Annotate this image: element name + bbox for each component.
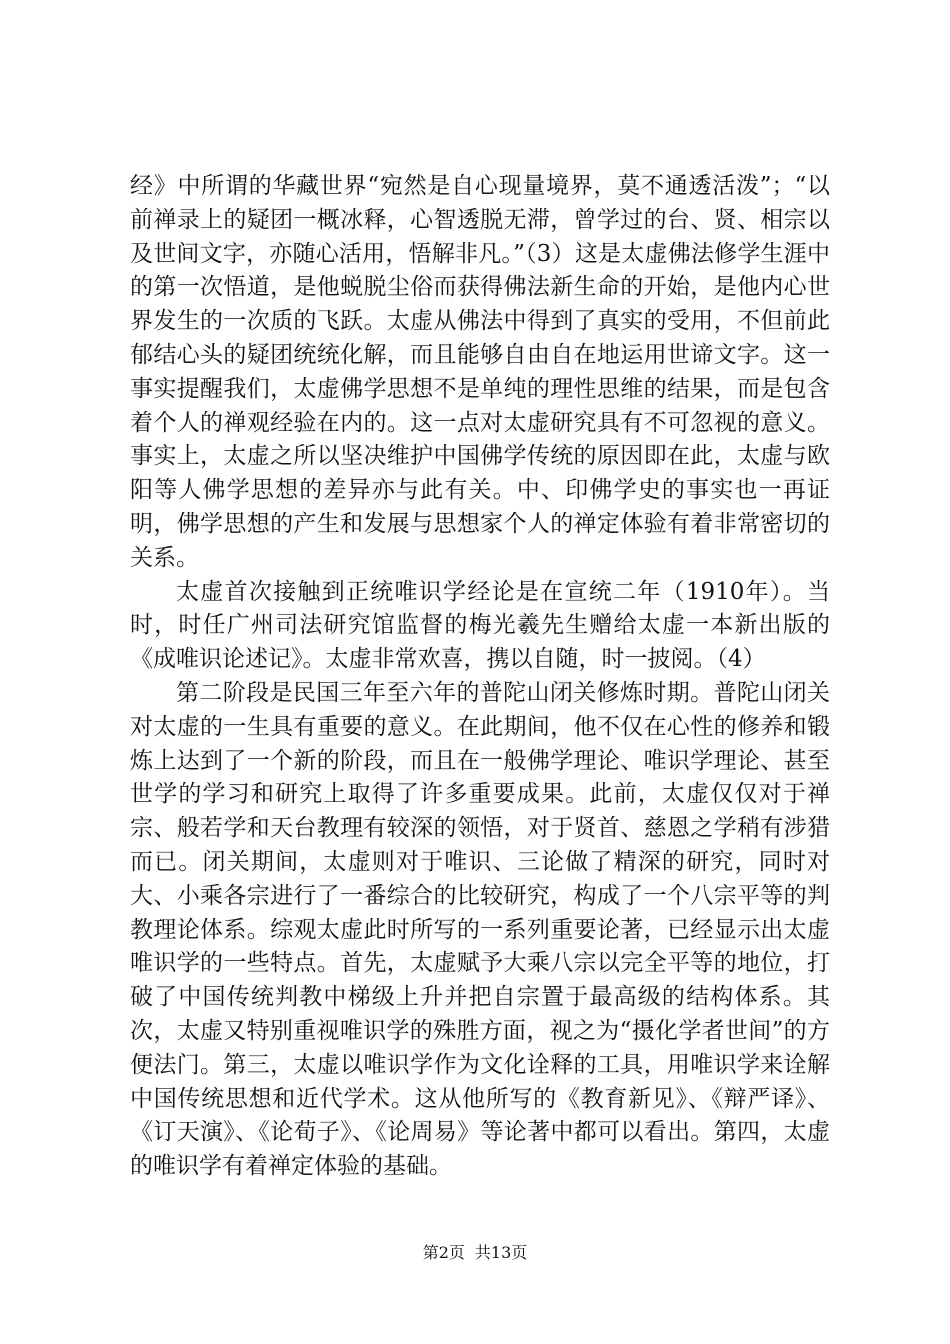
page-total: 共13页 xyxy=(474,1243,528,1262)
page-footer xyxy=(0,1243,950,1263)
paragraph-continued: 经》中所谓的华藏世界“宛然是自心现量境界，莫不通透活泼”；“以前禅录上的疑团一概冰释，心智透脱无滞，曾学过的台、贤、相宗以及世间文字，亦随心活用，悟解非凡。”（3）这是太虚佛法修学生涯中的第一次悟道，是他蜕脱尘俗而获得佛法新生命的开始，是他内心世界发生的一次质的飞跃。太虚从佛法中得到了真实的受用，不但前此郁结心头的疑团统统化解，而且能够自由自在地运用世谛文字。这一事实提醒我们，太虚佛学思想不是单纯的理性思维的结果，而是包含着个人的禅观经验在内的。这一点对太虚研究具有不可忽视的意义。事实上，太虚之所以坚决维护中国佛学传统的原因即在此，太虚与欧阳等人佛学思想的差异亦与此有关。中、印佛学史的事实也一再证明，佛学思想的产生和发展与思想家个人的禅定体验有着非常密切的关系。 xyxy=(130,173,830,571)
page-number: 第2页 xyxy=(422,1243,465,1262)
body-text xyxy=(130,170,830,1184)
paragraph: 太虚首次接触到正统唯识学经论是在宣统二年（1910年）。当时，时任广州司法研究馆监督的梅光羲先生赠给太虚一本新出版的《成唯识论述记》。太虚非常欢喜，携以自随，时一披阅。（4） xyxy=(130,578,830,673)
paragraph: 第二阶段是民国三年至六年的普陀山闭关修炼时期。普陀山闭关对太虚的一生具有重要的意义。在此期间，他不仅在心性的修养和锻炼上达到了一个新的阶段，而且在一般佛学理论、唯识学理论、甚至世学的学习和研究上取得了许多重要成果。此前，太虚仅仅对于禅宗、般若学和天台教理有较深的领悟，对于贤首、慈恩之学稍有涉猎而已。闭关期间，太虚则对于唯识、三论做了精深的研究，同时对大、小乘各宗进行了一番综合的比较研究，构成了一个八宗平等的判教理论体系。综观太虚此时所写的一系列重要论著，已经显示出太虚唯识学的一些特点。首先，太虚赋予大乘八宗以完全平等的地位，打破了中国传统判教中梯级上升并把自宗置于最高级的结构体系。其次，太虚又特别重视唯识学的殊胜方面，视之为“摄化学者世间”的方便法门。第三，太虚以唯识学作为文化诠释的工具，用唯识学来诠解中国传统思想和近代学术。这从他所写的《教育新见》、《辩严译》、《订天演》、《论荀子》、《论周易》等论著中都可以看出。第四，太虚的唯识学有着禅定体验的基础。 xyxy=(130,679,830,1180)
